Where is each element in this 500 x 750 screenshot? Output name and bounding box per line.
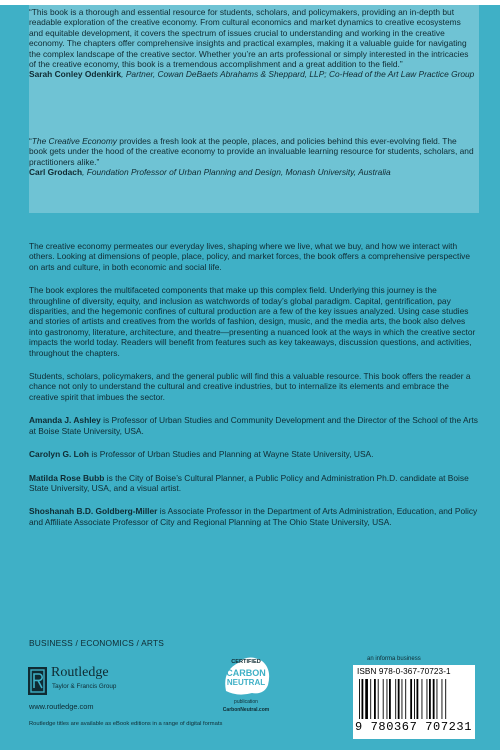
informa-tagline: an informa business xyxy=(367,656,421,662)
barcode-bar xyxy=(427,679,428,719)
endorsement-quote-1 xyxy=(29,7,476,80)
barcode-bar xyxy=(370,679,371,719)
barcode-bar xyxy=(387,679,388,719)
author-bio-text-2: is Professor of Urban Studies and Planning at Wayne State University, USA. xyxy=(89,449,374,460)
description-paragraph-3: Students, scholars, policymakers, and the general public will find this a valuable resource. This book offers the reader a chance not only to understand the cultural and creative industries, but to internalize its elements and embrace the creative spirit that imbues the sector. xyxy=(29,371,471,402)
publisher-group: Taylor & Francis Group xyxy=(52,683,117,690)
barcode-bar xyxy=(417,679,419,719)
barcode-bar xyxy=(374,679,376,719)
barcode-bar xyxy=(414,679,415,719)
barcode-icon xyxy=(357,679,471,719)
author-bio-3 xyxy=(29,473,479,494)
barcode-bar xyxy=(437,679,438,719)
quote-2-open: “ xyxy=(29,136,32,146)
quote-2-text: provides a fresh look at the people, places, and policies behind this ever-evolving field. The book gets under the hood of the creative economy to provide an invaluable learning resource for students, scholars, and practitioners alike.” xyxy=(29,136,474,167)
barcode-bar xyxy=(395,679,396,719)
author-name-2: Carolyn G. Loh xyxy=(29,449,90,460)
quote-2-book-title: The Creative Economy xyxy=(31,136,117,146)
quote-2-affiliation: , Foundation Professor of Urban Planning and Design, Monash University, Australia xyxy=(82,167,391,178)
author-name-1: Amanda J. Ashley xyxy=(29,415,101,426)
barcode-bar xyxy=(378,679,379,719)
badge-line-4: publication xyxy=(234,699,258,705)
description xyxy=(29,241,479,540)
description-paragraph-2: The book explores the multifaceted components that make up this complex field. Underlying this journey is the throughline of diversity, equity, and inclusion as watchwords of today’s global paradigm. Capital, gentrification, pay disparities, and the hegemonic confines of cultural production are a few of the key issues analyzed. Using case studies and stories of artists and creatives from the worlds of fashion, design, music, and the media arts, the book also delves into gastronomy, literature, architecture, and theatre—presenting a nuanced look at the ways in which the creative sector impacts the world today. Readers will benefit from features such as key takeaways, discussion questions, and activities, throughout the chapters. xyxy=(29,285,476,358)
barcode-digits: 9 780367 707231 xyxy=(355,720,473,734)
barcode-bar xyxy=(383,679,384,719)
author-bio-text-4: is Associate Professor in the Department of Arts Administration, Education, and Policy and Affiliate Associate Professor of City and Regional Planning at The Ohio State University, USA. xyxy=(29,506,478,527)
quote-1-author: Sarah Conley Odenkirk xyxy=(29,69,122,80)
author-bio-1 xyxy=(29,415,479,436)
badge-line-1: CERTIFIED xyxy=(231,659,261,665)
author-bio-4 xyxy=(29,506,479,527)
isbn-label: ISBN 978-0-367-70723-1 xyxy=(357,667,451,676)
carbon-neutral-badge-icon xyxy=(218,651,274,713)
author-bio-text-3: is the City of Boise’s Cultural Planner, a Public Policy and Administration Ph.D. candidate at Boise State University, USA, and a visual artist. xyxy=(29,472,469,493)
endorsement-quote-2 xyxy=(29,136,476,178)
description-paragraph-1: The creative economy permeates our everyday lives, shaping where we live, what we buy, and how we interact with others. Looking at dimensions of people, place, policy, and market forces, the book offers a comprehensive perspective on arts and culture, in both economic and social life. xyxy=(29,241,471,272)
barcode-bar xyxy=(398,679,400,719)
barcode-bar xyxy=(402,679,403,719)
publisher-name: Routledge xyxy=(51,665,109,680)
quote-2-author: Carl Grodach xyxy=(29,167,83,178)
barcode-bar xyxy=(359,679,360,719)
routledge-logo-icon xyxy=(28,667,47,695)
badge-line-2: CARBON xyxy=(226,668,266,678)
barcode-panel xyxy=(353,665,475,739)
subject-categories: BUSINESS / ECONOMICS / ARTS xyxy=(29,638,165,648)
badge-line-3: NEUTRAL xyxy=(226,678,266,687)
barcode-bar xyxy=(429,679,431,719)
author-name-3: Matilda Rose Bubb xyxy=(29,472,105,483)
barcode-bar xyxy=(442,679,443,719)
barcode-bar xyxy=(362,679,364,719)
barcode-bar xyxy=(422,679,423,719)
ebook-formats-note: Routledge titles are available as eBook editions in a range of digital formats xyxy=(29,721,223,727)
barcode-bar xyxy=(365,679,368,719)
quote-1-text: “This book is a thorough and essential resource for students, scholars, and policymakers, providing an in-depth but readable exploration of the creative economy. From cultural economics and market dynamics to creative ecosystems and equitable development, it covers the spectrum of issues crucial to understanding and working in the creative economy. The chapters offer comprehensive insights and practical examples, making it a valuable guide for navigating the complex landscape of the creative sector. Whether you’re an arts professional or simply interested in the intricacies of the creative economy, this book is a tremendous accomplishment and a great addition to the field.” xyxy=(29,7,469,70)
barcode-bar xyxy=(389,679,391,719)
author-bio-text-1: is Professor of Urban Studies and Community Development and the Director of the School of the Arts at Boise State University, USA. xyxy=(29,415,478,436)
badge-line-5: CarbonNeutral.com xyxy=(222,707,270,713)
quote-1-affiliation: , Partner, Cowan DeBaets Abrahams & Sheppard, LLP; Co-Head of the Art Law Practice Group xyxy=(121,69,475,80)
barcode-bar xyxy=(445,679,446,719)
barcode-bar xyxy=(410,679,412,719)
barcode-bar xyxy=(405,679,406,719)
endorsements-panel xyxy=(29,5,479,213)
publisher-website: www.routledge.com xyxy=(29,702,94,711)
barcode-bar xyxy=(433,679,435,719)
author-bio-2 xyxy=(29,449,479,459)
author-name-4: Shoshanah B.D. Goldberg-Miller xyxy=(29,506,158,517)
